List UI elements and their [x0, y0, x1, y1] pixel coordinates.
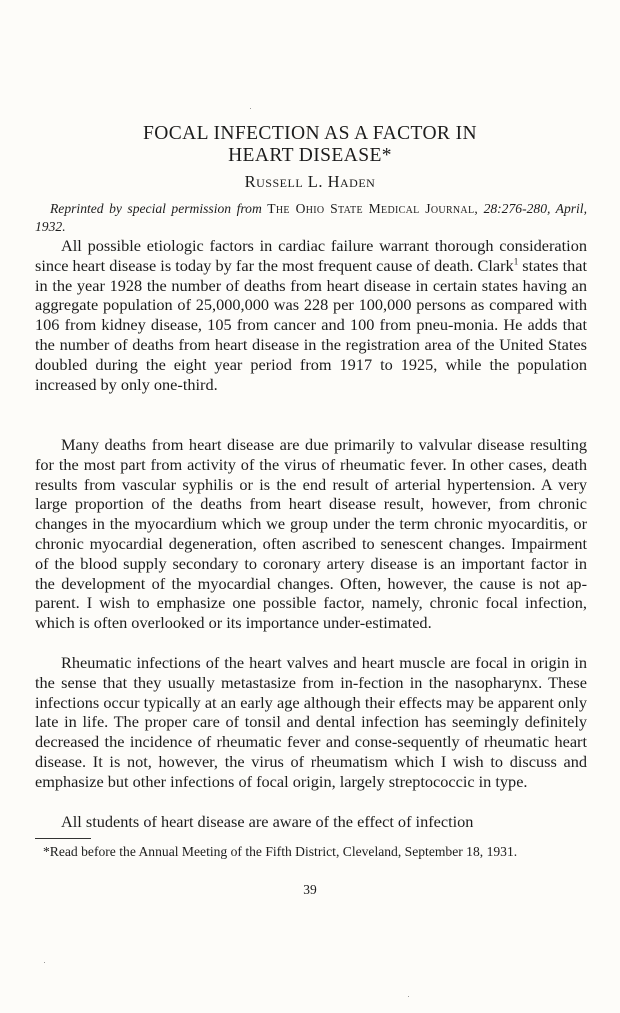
reprint-note	[35, 200, 587, 236]
scan-speck	[44, 962, 45, 963]
page-number: 39	[303, 882, 317, 897]
paragraph-4: All students of heart disease are aware of the effect of infection	[61, 812, 474, 831]
reprint-citation: 28:276-280, April, 1932.	[35, 201, 587, 234]
reprint-prefix: Reprinted by special permission from	[50, 201, 262, 216]
paragraph-1-part-a: All possible etiologic factors in cardiac failure warrant thorough consideration since heart disease is today by far the most frequent cause of death. Clark	[35, 236, 587, 275]
footnote-divider	[35, 838, 91, 839]
paragraph-1-part-b: states that in the year 1928 the number of deaths from heart disease in certain states having an aggregate population of 25,000,000 was 228 per 100,000 persons as compared with 106 from kidney disease, 105 from cancer and 100 from pneu-monia. He adds that the number of deaths from heart disease in the registration area of the United States doubled during the eight year period from 1917 to 1925, while the population increased by only one-third.	[35, 255, 587, 394]
article-title-line-1: FOCAL INFECTION AS A FACTOR IN	[143, 123, 477, 144]
footnote: *Read before the Annual Meeting of the Fifth District, Cleveland, September 18, 1931.	[43, 844, 518, 859]
paragraph-1	[35, 236, 587, 394]
scan-speck	[408, 996, 409, 997]
paragraph-2: Many deaths from heart disease are due primarily to valvular disease resulting for the most part from activity of the virus of rheumatic fever. In other cases, death results from vascular syphilis or is the end result of arterial hypertension. A very large proportion of the deaths from heart disease result, however, from chronic changes in the myocardium which we group under the term chronic myocarditis, or chronic myocardial degeneration, often ascribed to senescent changes. Impairment of the blood supply secondary to coronary artery disease is an important factor in the development of the myocardial changes. Often, however, the cause is not ap-parent. I wish to emphasize one possible factor, namely, chronic focal infection, which is often overlooked or its importance under-estimated.	[35, 435, 587, 633]
reprint-journal: The Ohio State Medical Journal,	[267, 201, 479, 216]
paragraph-3: Rheumatic infections of the heart valves and heart muscle are focal in origin in the sense that they usually metastasize from in-fection in the nasopharynx. These infections occur typically at an early age although their effects may be apparent only late in life. The proper care of tonsil and dental infection has seemingly definitely decreased the incidence of rheumatic fever and conse-sequently of rheumatic heart disease. It is not, however, the virus of rheumatism which I wish to discuss and emphasize but other infections of focal origin, largely streptococcic in type.	[35, 653, 587, 791]
scan-speck	[250, 108, 251, 109]
article-title-line-2: HEART DISEASE*	[228, 145, 392, 166]
article-author: Russell L. Haden	[244, 172, 376, 191]
reference-marker: 1	[513, 256, 519, 267]
